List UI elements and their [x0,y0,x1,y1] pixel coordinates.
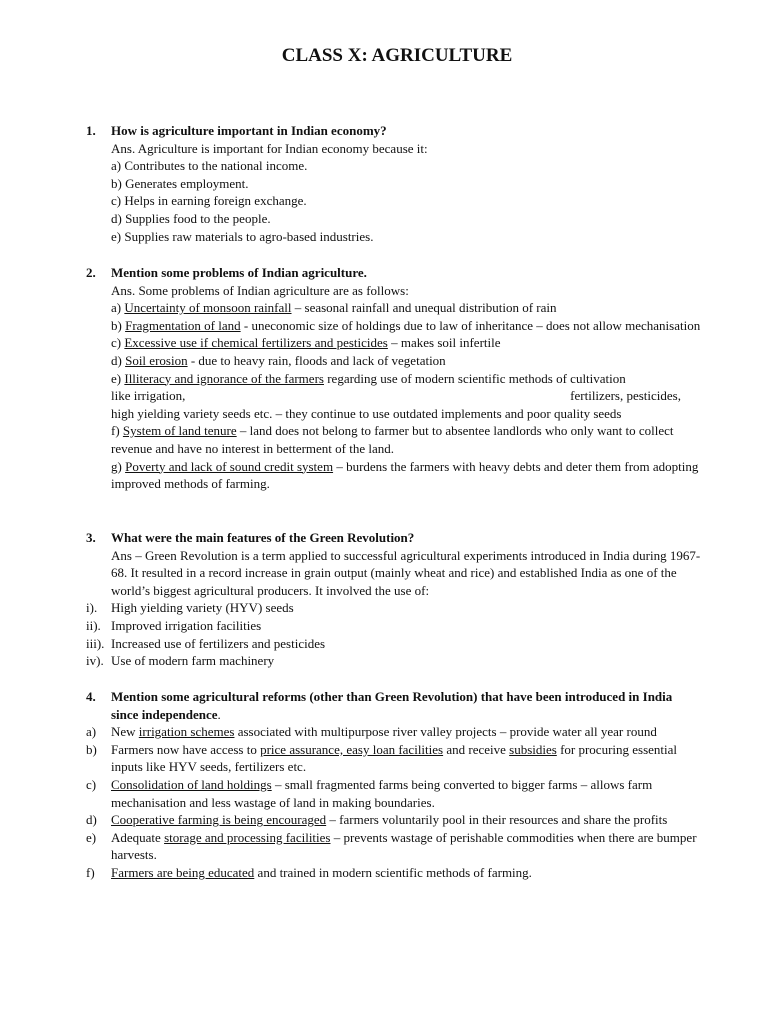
question-number: 1. [86,123,96,138]
problem-item-continued: high yielding variety seeds etc. – they continue to use outdated implements and poor quality seeds [111,405,622,421]
problem-item: e) Illiteracy and ignorance of the farmers regarding use of modern scientific methods of cultivation [111,370,626,386]
feature-item: ii). Improved irrigation facilities [86,617,262,633]
answer-paragraph: Ans – Green Revolution is a term applied to successful agricultural experiments introduced in India during 1967-68. It resulted in a record increase in grain output (mainly wheat and rice) and established India as one of the world’s biggest agricultural producers. It involved the use of: [111,547,701,598]
question-text: Mention some problems of Indian agriculture. [111,265,367,280]
list-marker: b) [86,741,97,757]
problem-term: System of land tenure [122,423,237,439]
answer-line: d) Supplies food to the people. [111,210,271,226]
question-text: How is agriculture important in Indian economy? [111,123,387,138]
answer-line: c) Helps in earning foreign exchange. [111,193,307,209]
feature-item: i). High yielding variety (HYV) seeds [86,600,294,616]
problem-term: Uncertainty of monsoon rainfall [124,300,292,316]
question-number: 4. [86,689,96,704]
reform-term: price assurance, easy loan facilities [260,741,444,757]
answer-intro: Ans. Some problems of Indian agriculture are as follows: [111,282,409,298]
question-1-heading [86,122,701,140]
problem-term: Soil erosion [125,352,188,368]
problem-term: Illiteracy and ignorance of the farmers [124,370,324,386]
reform-term: Consolidation of land holdings [111,776,272,792]
problem-item: d) Soil erosion - due to heavy rain, floods and lack of vegetation [111,352,446,368]
reform-item: d) Cooperative farming is being encouraged – farmers voluntarily pool in their resources and share the profits [86,812,668,828]
list-marker: iii). [86,635,105,651]
question-3-heading [86,529,701,547]
question-2 [86,264,701,493]
problem-term: Excessive use if chemical fertilizers and pesticides [124,335,388,351]
question-4-heading: 4. Mention some agricultural reforms (other than Green Revolution) that have been introduced in India since independence. [86,689,673,722]
question-4 [86,688,701,882]
problem-term: Fragmentation of land [125,317,241,333]
problem-item: f) System of land tenure – land does not belong to farmer but to absentee landlords who only want to collect revenue and have no interest in betterment of the land. [111,423,674,456]
problem-item: g) Poverty and lack of sound credit system – burdens the farmers with heavy debts and deter them from adopting improved methods of farming. [111,458,699,492]
question-text: Mention some agricultural reforms (other than Green Revolution) that have been introduced in India since independence [111,689,673,722]
question-3 [86,529,701,670]
list-marker: a) [86,724,97,740]
question-1 [86,122,701,245]
list-marker: f) [86,864,95,880]
problem-item: b) Fragmentation of land - uneconomic size of holdings due to law of inheritance – does not allow mechanisation [111,317,701,333]
reform-term: irrigation schemes [138,724,235,740]
reform-item: a) New irrigation schemes associated with multipurpose river valley projects – provide water all year round [86,724,657,740]
feature-item: iv). Use of modern farm machinery [86,653,275,669]
reform-item: b) Farmers now have access to price assurance, easy loan facilities and receive subsidies for procuring essential inputs like HYV seeds, fertilizers etc. [86,741,678,775]
problem-item: c) Excessive use if chemical fertilizers and pesticides – makes soil infertile [111,335,501,351]
document-title: CLASS X: AGRICULTURE [281,45,513,66]
problem-term: Poverty and lack of sound credit system [125,458,334,474]
feature-item: iii). Increased use of fertilizers and pesticides [86,635,326,651]
question-number: 3. [86,530,96,545]
reform-term: Cooperative farming is being encouraged [111,812,327,828]
answer-line: a) Contributes to the national income. [111,158,308,174]
answer-line: e) Supplies raw materials to agro-based industries. [111,228,374,244]
answer-line: b) Generates employment. [111,175,249,191]
problem-item: a) Uncertainty of monsoon rainfall – seasonal rainfall and unequal distribution of rain [111,300,557,316]
list-marker: c) [86,776,97,792]
reform-term: Farmers are being educated [111,864,255,880]
list-marker: e) [86,829,97,845]
reform-item: e) Adequate storage and processing facilities – prevents wastage of perishable commodities when there are bumper harvests. [86,829,697,863]
reform-item: c) Consolidation of land holdings – small fragmented farms being converted to bigger farms – allows farm mechanisation and less wastage of land in making boundaries. [86,776,653,810]
list-marker: iv). [86,653,104,669]
list-marker: d) [86,812,97,828]
problem-item-continued: like irrigation, fertilizers, pesticides, [111,388,681,404]
list-marker: ii). [86,617,101,633]
question-2-heading [86,264,701,282]
question-number: 2. [86,265,96,280]
answer-intro: Ans. Agriculture is important for Indian economy because it: [111,140,428,156]
reform-term: storage and processing facilities [164,829,331,845]
reform-item: f) Farmers are being educated and trained in modern scientific methods of farming. [86,864,532,880]
list-marker: i). [86,600,98,616]
question-text: What were the main features of the Green Revolution? [111,530,415,545]
reform-term: subsidies [509,741,557,757]
